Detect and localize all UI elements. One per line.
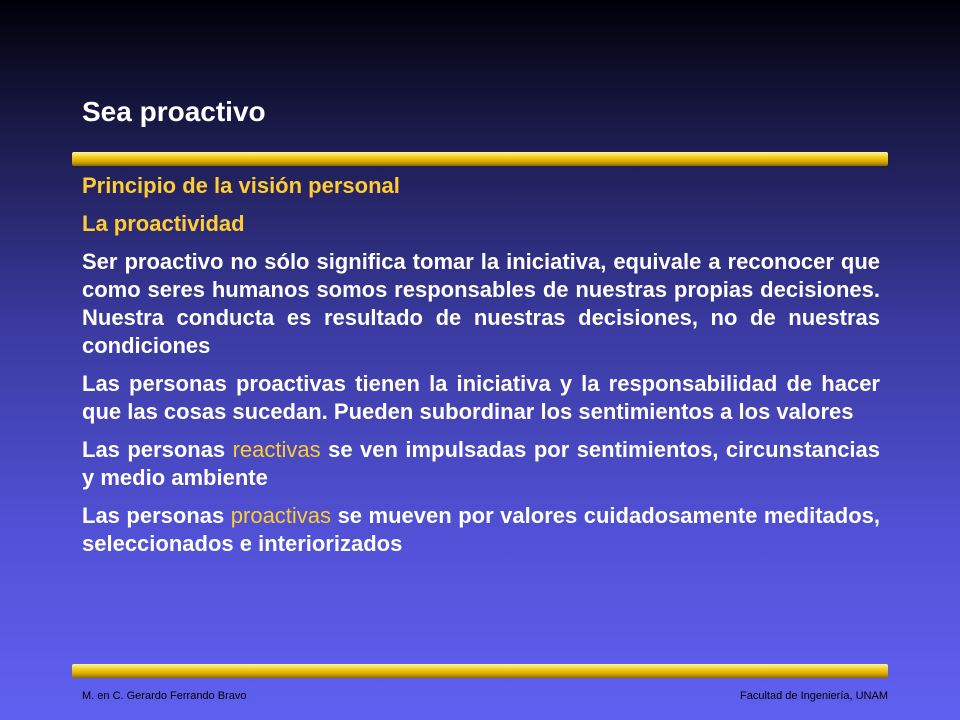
paragraph-proactive-values (82, 502, 880, 558)
paragraph-proactive-before: Las personas (82, 503, 231, 528)
paragraph-proactive-people: Las personas proactivas tienen la iniciativa y la responsabilidad de hacer que las cosas sucedan. Pueden subordinar los sentimientos a los valores (82, 371, 880, 424)
paragraph-reactive (82, 436, 880, 492)
footer-institution: Facultad de Ingeniería, UNAM (740, 690, 888, 702)
subheading-vision-personal: Principio de la visión personal (82, 173, 400, 198)
highlight-proactivas: proactivas (230, 503, 332, 528)
footer-author: M. en C. Gerardo Ferrando Bravo (82, 690, 247, 702)
bottom-divider-bar (72, 664, 888, 678)
paragraph-reactive-before: Las personas (82, 437, 233, 462)
paragraph-proactive-after: se mueven por valores cuidadosamente meditados, seleccionados e interiorizados (82, 503, 880, 556)
paragraph-reactive-after: se ven impulsadas por sentimientos, circunstancias y medio ambiente (82, 437, 881, 490)
subheading-proactividad: La proactividad (82, 211, 245, 236)
top-divider-bar (72, 152, 888, 166)
slide-title: Sea proactivo (82, 96, 266, 127)
highlight-reactivas: reactivas (232, 437, 321, 462)
paragraph-definition: Ser proactivo no sólo significa tomar la iniciativa, equivale a reconocer que como seres humanos somos responsables de nuestras propias decisiones. Nuestra conducta es resultado de nuestras decisiones, no de nuestras condiciones (82, 249, 880, 358)
slide-content (82, 172, 880, 568)
